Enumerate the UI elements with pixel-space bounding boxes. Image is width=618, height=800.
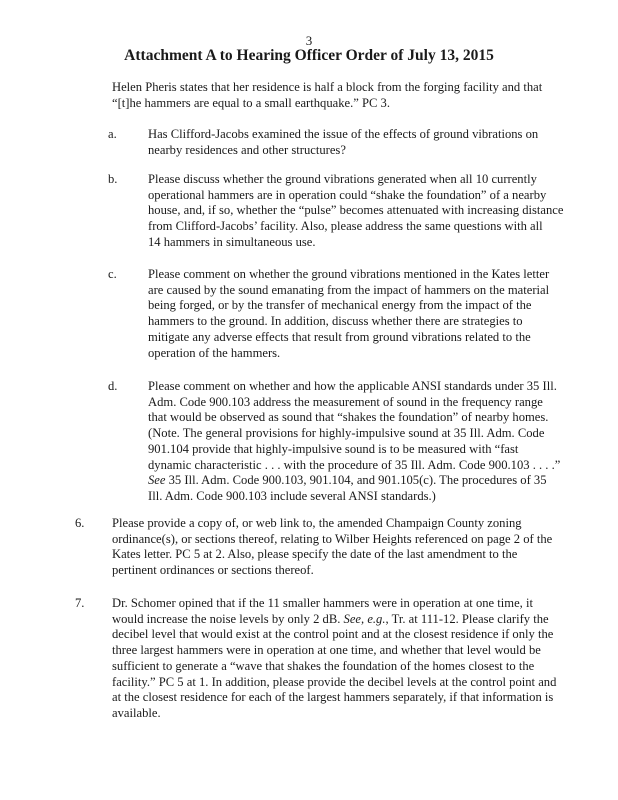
text-line: Helen Pheris states that her residence is half a block from the forging facility and that (112, 80, 543, 94)
text-line: Please discuss whether the ground vibrations generated when all 10 currently (148, 172, 537, 186)
italic-citation: See, e.g. (343, 611, 386, 626)
text-line: operation of the hammers. (148, 345, 281, 360)
item-text (148, 267, 549, 361)
text-line: (Note. The general provisions for highly-impulsive sound at 35 Ill. Adm. Code (148, 426, 545, 441)
text-line: Has Clifford-Jacobs examined the issue of the effects of ground vibrations on (148, 127, 539, 141)
italic-citation: See (148, 473, 166, 488)
numbered-label: 7. (75, 596, 85, 610)
text-line (112, 612, 556, 628)
text-line: decibel level that would exist at the control point and at the closest residence if only the (112, 627, 554, 642)
text-segment: , Tr. at 111-12. Please clarify the (385, 611, 549, 626)
text-line: 14 hammers in simultaneous use. (148, 234, 316, 249)
text-line: sufficient to generate a “wave that shakes the foundation of the homes closest to the (112, 658, 535, 673)
item-label: b. (108, 172, 118, 186)
text-line (148, 473, 560, 489)
text-line: house, and, if so, whether the “pulse” becomes attenuated with increasing distance (148, 203, 564, 218)
numbered-label: 6. (75, 516, 85, 530)
item-text (148, 127, 538, 158)
text-line: Adm. Code 900.103 address the measurement of sound in the frequency range (148, 394, 543, 409)
text-line: from Clifford-Jacobs’ facility. Also, please address the same questions with all (148, 219, 543, 234)
text-line: that would be observed as sound that “shakes the foundation” of nearby homes. (148, 410, 549, 425)
numbered-text (112, 596, 556, 722)
page-title: Attachment A to Hearing Officer Order of July 13, 2015 (124, 47, 494, 64)
text-line: available. (112, 705, 161, 720)
text-line: nearby residences and other structures? (148, 142, 346, 157)
text-line: are caused by the sound emanating from the impact of hammers on the material (148, 282, 550, 297)
item-text (148, 379, 560, 505)
text-line: being forged, or by the transfer of mechanical energy from the impact of the (148, 298, 532, 313)
text-line: mitigate any adverse effects that result from ground vibrations related to the (148, 329, 531, 344)
text-line: pertinent ordinances or sections thereof. (112, 563, 314, 578)
text-segment: would increase the noise levels by only 2 dB. (112, 611, 344, 626)
item-label: c. (108, 267, 117, 281)
text-line: Ill. Adm. Code 900.103 include several ANSI standards.) (148, 488, 436, 503)
text-line: Please provide a copy of, or web link to, the amended Champaign County zoning (112, 516, 522, 530)
text-line: Dr. Schomer opined that if the 11 smaller hammers were in operation at one time, it (112, 596, 533, 610)
text-line: Kates letter. PC 5 at 2. Also, please specify the date of the last amendment to the (112, 547, 518, 562)
intro-paragraph (112, 80, 542, 111)
item-label: a. (108, 127, 117, 141)
text-line: hammers to the ground. In addition, discuss whether there are strategies to (148, 314, 523, 329)
text-line: dynamic characteristic . . . with the procedure of 35 Ill. Adm. Code 900.103 . . . .” (148, 457, 561, 472)
text-line: 901.104 provide that highly-impulsive sound is to be measured with “fast (148, 441, 519, 456)
item-label: d. (108, 379, 118, 393)
item-text (148, 172, 563, 251)
text-segment: 35 Ill. Adm. Code 900.103, 901.104, and 901.105(c). The procedures of 35 (165, 473, 547, 488)
text-line: at the closest residence for each of the largest hammers separately, if that information is (112, 690, 554, 705)
text-line: ordinance(s), or sections thereof, relating to Wilber Heights referenced on page 2 of the (112, 531, 553, 546)
page-number: 3 (305, 33, 313, 48)
text-line: Please comment on whether and how the applicable ANSI standards under 35 Ill. (148, 379, 557, 393)
text-line: facility.” PC 5 at 1. In addition, please provide the decibel levels at the control point and (112, 674, 557, 689)
text-line: operational hammers are in operation could “shake the foundation” of a nearby (148, 187, 547, 202)
text-line: “[t]he hammers are equal to a small earthquake.” PC 3. (112, 95, 391, 110)
text-line: three largest hammers were in operation at one time, and whether that level would be (112, 643, 541, 658)
text-line: Please comment on whether the ground vibrations mentioned in the Kates letter (148, 267, 550, 281)
numbered-text (112, 516, 552, 579)
